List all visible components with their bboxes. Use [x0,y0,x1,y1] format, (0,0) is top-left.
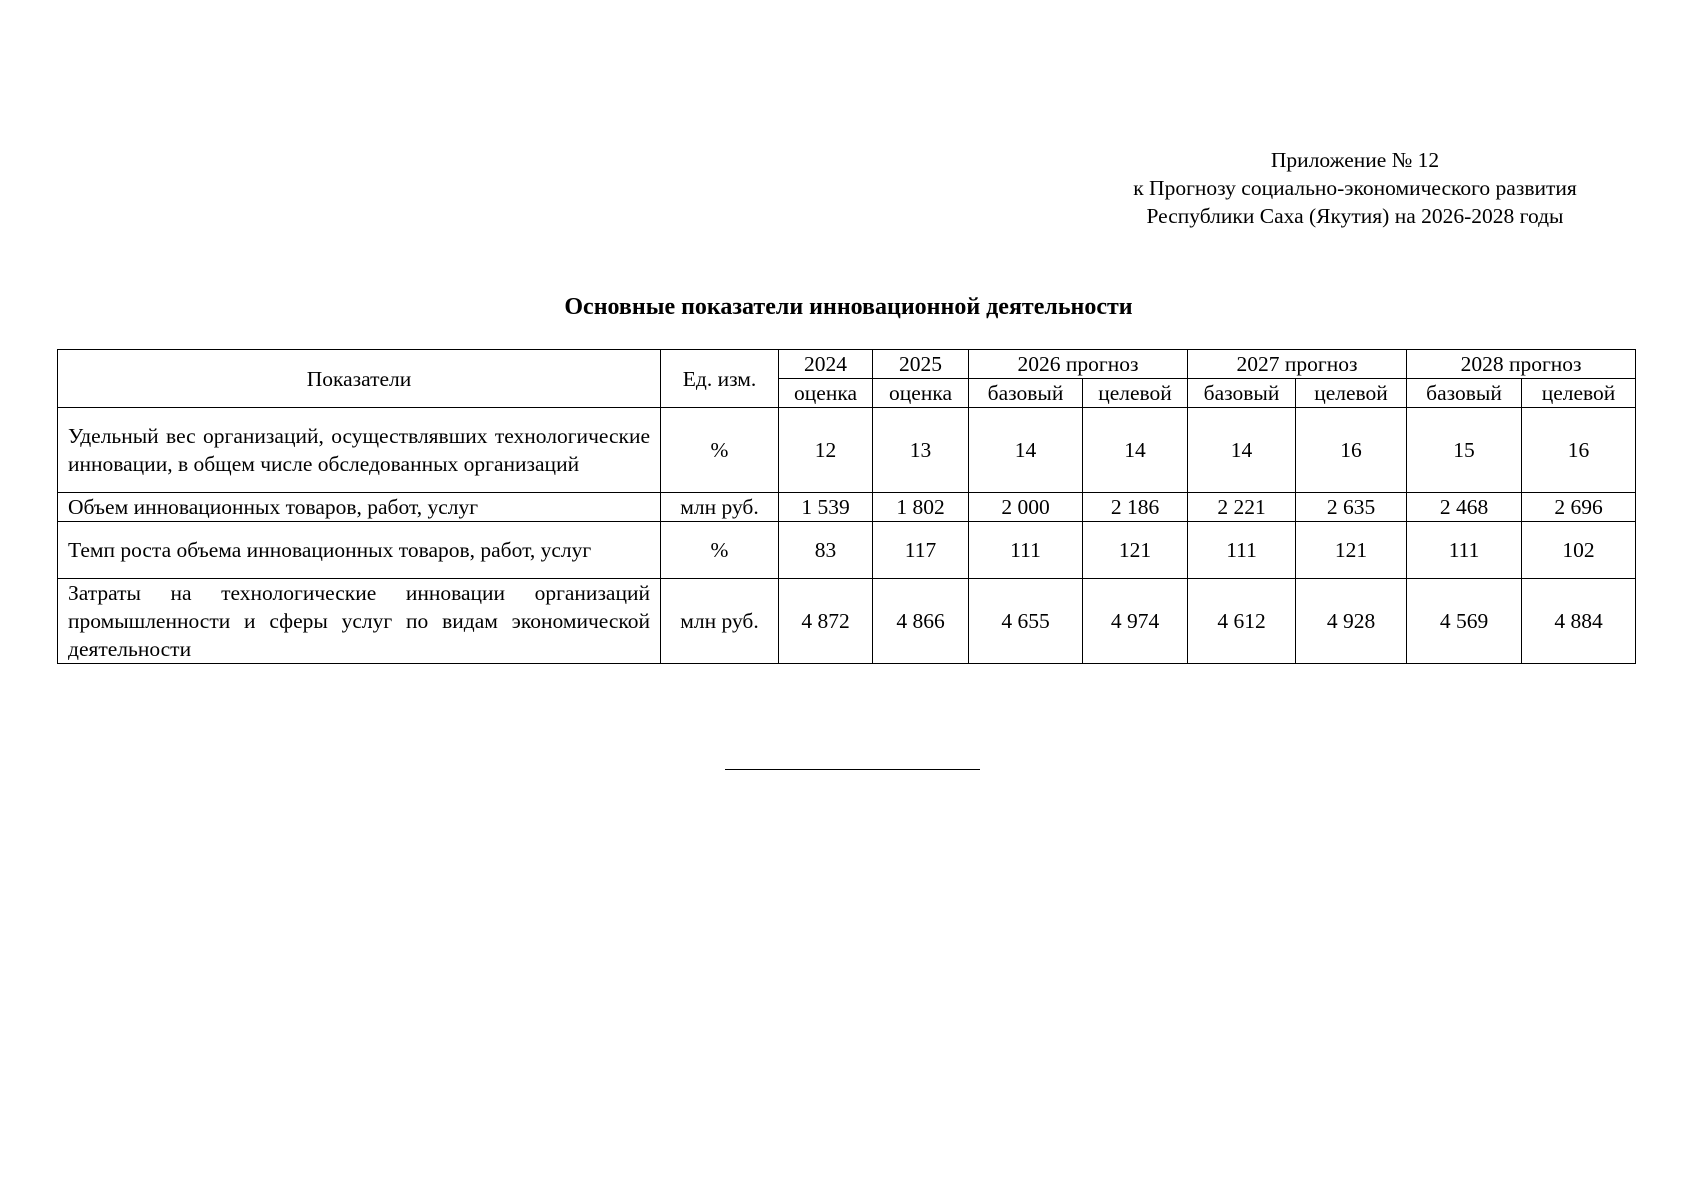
header-2026-target: целевой [1083,379,1188,408]
header-indicator: Показатели [58,350,661,408]
cell-2024: 12 [779,408,873,493]
header-2027-forecast: 2027 прогноз [1188,350,1407,379]
cell-2026-target: 4 974 [1083,579,1188,664]
cell-2027-target: 2 635 [1296,493,1407,522]
cell-2025: 117 [873,522,969,579]
header-2028-forecast: 2028 прогноз [1407,350,1636,379]
cell-2027-base: 2 221 [1188,493,1296,522]
cell-2026-base: 4 655 [969,579,1083,664]
appendix-document: к Прогнозу социально-экономического развития [1133,176,1577,200]
row-unit: млн руб. [661,579,779,664]
appendix-reference [1090,146,1620,230]
row-unit: % [661,408,779,493]
cell-2027-target: 16 [1296,408,1407,493]
cell-2028-target: 102 [1522,522,1636,579]
cell-2026-base: 111 [969,522,1083,579]
cell-2027-base: 111 [1188,522,1296,579]
header-unit: Ед. изм. [661,350,779,408]
cell-2028-target: 16 [1522,408,1636,493]
cell-2026-target: 14 [1083,408,1188,493]
cell-2028-target: 2 696 [1522,493,1636,522]
header-2024: 2024 [779,350,873,379]
appendix-number: Приложение № 12 [1270,148,1440,172]
cell-2025: 1 802 [873,493,969,522]
row-indicator-name: Затраты на технологические инновации организаций промышленности и сферы услуг по видам экономической деятельности [58,579,661,664]
document-title: Основные показатели инновационной деятельности [564,294,1133,320]
cell-2026-target: 2 186 [1083,493,1188,522]
cell-2028-target: 4 884 [1522,579,1636,664]
cell-2027-base: 4 612 [1188,579,1296,664]
cell-2025: 4 866 [873,579,969,664]
header-2027-base: базовый [1188,379,1296,408]
cell-2026-target: 121 [1083,522,1188,579]
cell-2027-base: 14 [1188,408,1296,493]
table-row [58,579,1636,664]
header-2028-target: целевой [1522,379,1636,408]
table-row [58,522,1636,579]
cell-2028-base: 15 [1407,408,1522,493]
cell-2026-base: 2 000 [969,493,1083,522]
table-row [58,493,1636,522]
cell-2026-base: 14 [969,408,1083,493]
row-indicator-name: Темп роста объема инновационных товаров, работ, услуг [58,522,661,579]
cell-2024: 1 539 [779,493,873,522]
cell-2028-base: 4 569 [1407,579,1522,664]
row-unit: % [661,522,779,579]
appendix-region-period: Республики Саха (Якутия) на 2026-2028 годы [1146,204,1564,228]
header-2026-base: базовый [969,379,1083,408]
cell-2024: 83 [779,522,873,579]
row-indicator-name: Объем инновационных товаров, работ, услуг [58,493,661,522]
header-2024-estimate: оценка [779,379,873,408]
header-2025-estimate: оценка [873,379,969,408]
cell-2027-target: 121 [1296,522,1407,579]
header-2025: 2025 [873,350,969,379]
table-row [58,408,1636,493]
closing-divider-line [725,769,980,770]
cell-2028-base: 111 [1407,522,1522,579]
cell-2028-base: 2 468 [1407,493,1522,522]
header-2027-target: целевой [1296,379,1407,408]
row-unit: млн руб. [661,493,779,522]
indicators-table [57,349,1636,664]
header-2028-base: базовый [1407,379,1522,408]
header-row-top [58,350,1636,379]
row-indicator-name: Удельный вес организаций, осуществлявших технологические инновации, в общем числе обследованных организаций [58,408,661,493]
cell-2024: 4 872 [779,579,873,664]
cell-2027-target: 4 928 [1296,579,1407,664]
header-2026-forecast: 2026 прогноз [969,350,1188,379]
cell-2025: 13 [873,408,969,493]
